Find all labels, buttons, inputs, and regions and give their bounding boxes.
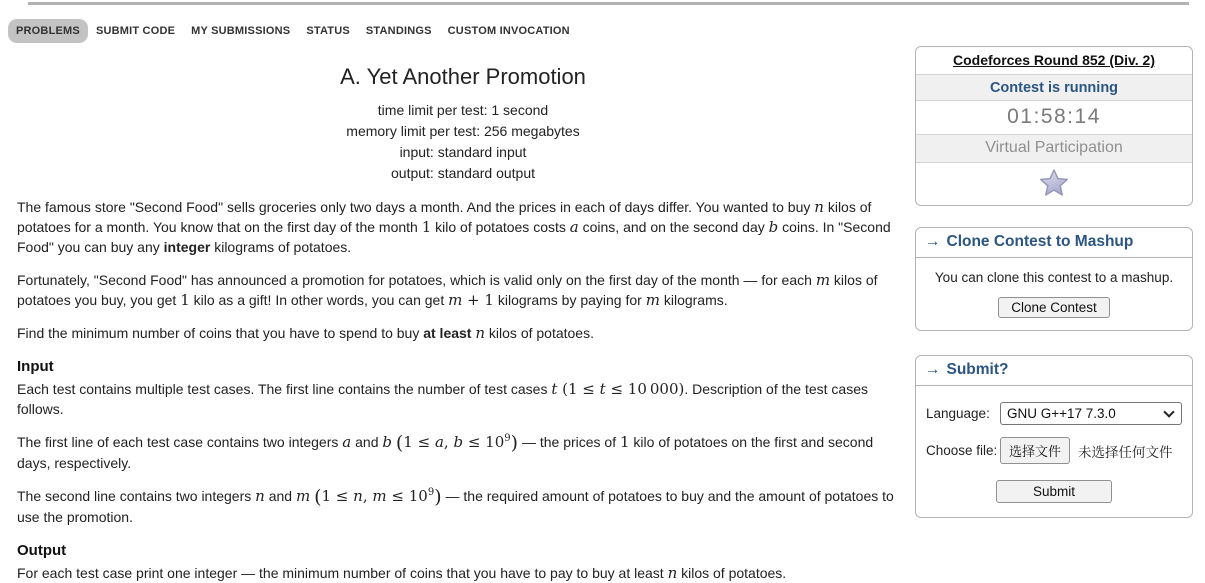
time-limit: time limit per test: 1 second <box>377 102 549 118</box>
submit-row <box>926 480 1182 503</box>
choose-file-label: Choose file: <box>926 443 998 458</box>
tab-custom-invocation[interactable]: CUSTOM INVOCATION <box>447 25 570 37</box>
tab-submit-code[interactable]: SUBMIT CODE <box>95 25 176 37</box>
clone-box-body <box>916 258 1192 330</box>
file-status-text: 未选择任何文件 <box>1078 444 1173 460</box>
output-spec: output: standard output <box>391 165 535 181</box>
input-paragraph: Each test contains multiple test cases. The first line contains the number of test cases t (1 ≤ t ≤ 10 000). Description of the test cases follows. <box>17 380 868 417</box>
arrow-icon: → <box>925 361 941 378</box>
memory-limit: memory limit per test: 256 megabytes <box>346 123 580 139</box>
submit-box-header <box>916 356 1192 386</box>
contest-status-box <box>915 46 1193 206</box>
choose-file-button[interactable]: 选择文件 <box>1000 437 1070 464</box>
input-paragraph: The second line contains two integers n and m (1 ≤ n, $m \le 10^9$) — the required amount of potatoes to buy and the amount of potatoes to use the promotion. <box>17 486 894 525</box>
input-paragraph: The first line of each test case contains two integers a and b (1 ≤ a, $b \le 10^9$) — the prices of 1 kilo of potatoes on the first and second days, respectively. <box>17 432 874 471</box>
clone-box-header <box>916 228 1192 258</box>
tab-status[interactable]: STATUS <box>306 25 350 37</box>
problem-title: A. Yet Another Promotion <box>340 64 586 89</box>
language-select-wrap <box>1000 402 1182 425</box>
language-select[interactable] <box>1000 402 1182 425</box>
file-input-widget <box>1000 437 1173 464</box>
submit-box-title: Submit? <box>946 361 1009 378</box>
tab-my-submissions[interactable]: MY SUBMISSIONS <box>191 25 291 37</box>
clone-box-text: You can clone this contest to a mashup. <box>934 270 1174 285</box>
submit-box <box>915 355 1193 518</box>
input-section-header: Input <box>17 358 54 375</box>
virtual-participation-label: Virtual Participation <box>916 134 1192 162</box>
language-row <box>926 402 1182 425</box>
contest-title-link[interactable]: Codeforces Round 852 (Div. 2) <box>952 52 1155 68</box>
favorite-star-row <box>916 162 1192 205</box>
statement-paragraph: The famous store "Second Food" sells groceries only two days a month. And the prices in each of days differ. You wanted to buy n kilos of potatoes for a month. You know that on the first day of the month 1 kilo of potatoes costs a coins, and on the second day b coins. In "Second Food" you can buy any integer kilograms of potatoes. <box>17 198 891 255</box>
submit-button[interactable]: Submit <box>996 480 1112 503</box>
statement-paragraph: Fortunately, "Second Food" has announced a promotion for potatoes, which is valid only on the first day of the month — for each m kilos of potatoes you buy, you get 1 kilo as a gift! In other words, you can get m + 1 kilograms by paying for m kilograms. <box>17 271 878 309</box>
contest-countdown-timer: 01:58:14 <box>916 100 1192 134</box>
clone-contest-button[interactable]: Clone Contest <box>998 297 1110 318</box>
star-icon[interactable] <box>1039 168 1069 196</box>
tab-problems[interactable]: PROBLEMS <box>8 19 88 43</box>
arrow-icon: → <box>925 233 941 250</box>
contest-status-text: Contest is running <box>916 74 1192 100</box>
choose-file-row <box>926 437 1182 464</box>
language-label: Language: <box>926 406 990 421</box>
submit-form <box>916 386 1192 517</box>
clone-contest-box <box>915 227 1193 331</box>
statement-paragraph: Find the minimum number of coins that you have to spend to buy at least n kilos of potatoes. <box>17 324 594 342</box>
input-spec: input: standard input <box>399 144 527 160</box>
tab-standings[interactable]: STANDINGS <box>365 25 432 37</box>
clone-box-title: Clone Contest to Mashup <box>946 233 1134 250</box>
output-paragraph: For each test case print one integer — the minimum number of coins that you have to pay to buy at least n kilos of potatoes. <box>17 564 787 582</box>
contest-title-row <box>916 47 1192 74</box>
problem-limits <box>17 100 909 184</box>
output-section-header: Output <box>17 542 67 559</box>
sidebar <box>915 46 1193 518</box>
problem-statement <box>17 0 909 583</box>
